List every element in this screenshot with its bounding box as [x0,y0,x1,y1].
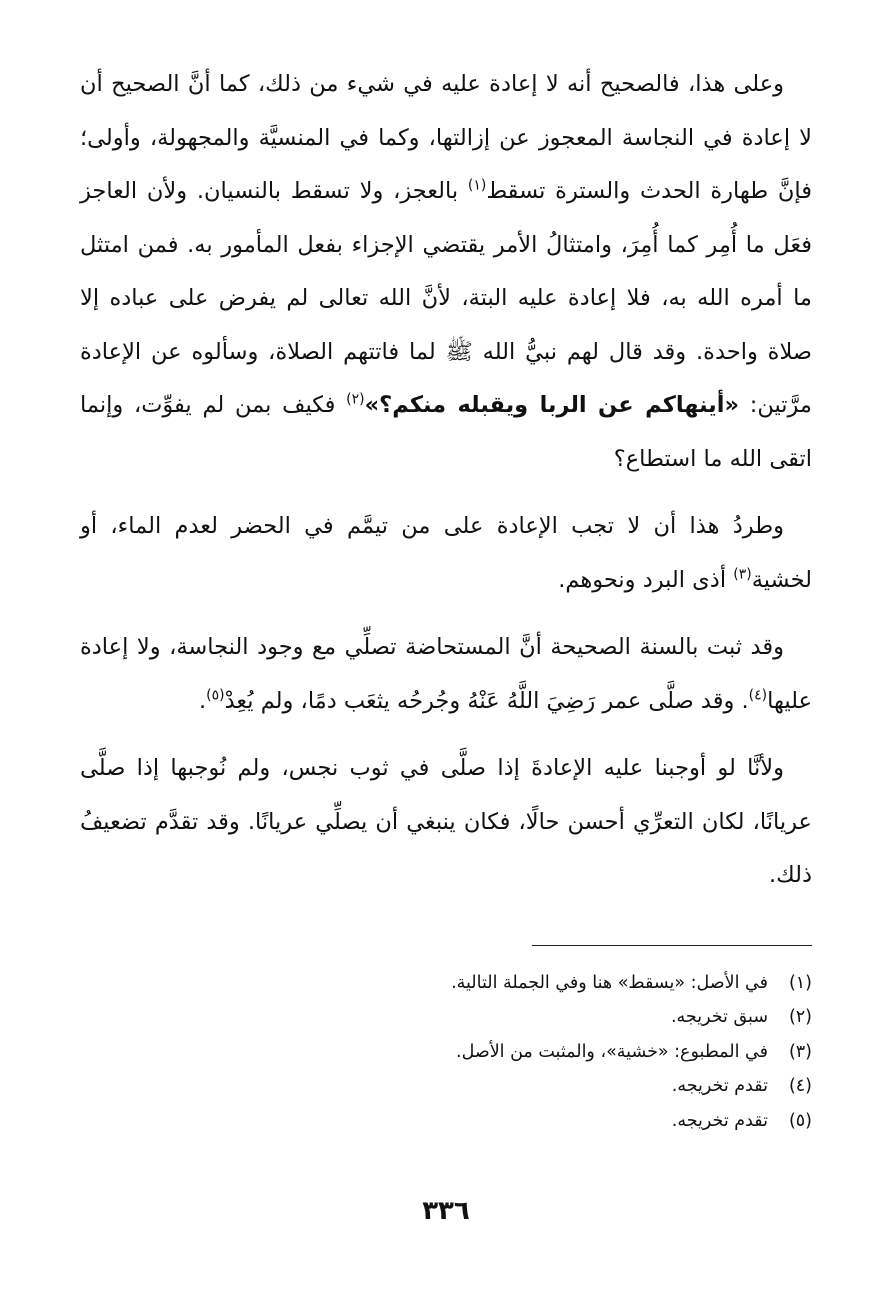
paragraph-4-text: ولأنَّا لو أوجبنا عليه الإعادةَ إذا صلَّى في ثوب نجس، ولم نُوجبها إذا صلَّى عريانًا، لكان التعرِّي أحسن حالًا، فكان ينبغي أن يصلِّي عريانًا. وقد تقدَّم تضعيفُ ذلك. [80,755,812,888]
footnote-text: في الأصل: «يسقط» هنا وفي الجملة التالية. [451,972,768,993]
footnote-text: في المطبوع: «خشية»، والمثبت من الأصل. [456,1041,768,1062]
paragraph-1 [80,58,812,486]
footnote-divider [532,945,812,946]
footnote-number: (٥) [788,1110,812,1131]
footnote-text: تقدم تخريجه. [671,1110,768,1131]
footnote-item [80,1069,812,1104]
footnote-number: (٤) [788,1076,812,1096]
paragraph-2-text-b: أذى البرد ونحوهم. [558,566,734,593]
paragraph-4 [80,742,812,903]
footnote-number: (٣) [788,1041,812,1062]
paragraph-3-text-c: . [199,687,207,714]
footnote-text: تقدم تخريجه. [671,1076,768,1096]
hadith-quote: «أينهاكم عن الربا ويقبله منكم؟» [364,392,740,418]
footnote-number: (١) [788,972,812,993]
footnote-item [80,1035,812,1070]
paragraph-2 [80,500,812,607]
paragraph-2-text-a: وطردُ هذا أن لا تجب الإعادة على من تيمَّم في الحضر لعدم الماء، أو لخشية [80,513,812,593]
footnote-ref-3: (٣) [733,566,752,582]
footnote-item [80,1104,812,1139]
page-content [80,58,812,1138]
paragraph-1-text-a: وعلى هذا، فالصحيح أنه لا إعادة عليه في شيء من ذلك، كما أنَّ الصحيح أن لا إعادة في النجاسة المعجوز عن إزالتها، وكما في المنسيَّة والمجهولة، وأولى؛ فإنَّ طهارة الحدث والسترة تسقط [80,71,813,204]
footnote-ref-5: (٥) [206,687,225,703]
footnote-ref-4: (٤) [748,687,768,703]
paragraph-1-text-c: فكيف بمن لم يفوِّت، وإنما اتقى الله ما استطاع؟ [80,392,812,472]
footnotes [80,966,812,1139]
footnote-item [80,1000,812,1035]
page-number: ٣٣٦ [422,1196,470,1226]
paragraph-3 [80,621,812,728]
footnote-number: (٢) [788,1007,812,1027]
paragraph-1-text-b: بالعجز، ولا تسقط بالنسيان. ولأن العاجز فعَل ما أُمِر كما أُمِرَ، وامتثالُ الأمر يقتضي الإجزاء بفعل المأمور به. فمن امتثل ما أمره الله به، فلا إعادة عليه البتة، لأنَّ الله تعالى لم يفرض على عباده إلا صلاة واحدة. وقد قال لهم نبيُّ الله ﷺ لما فاتتهم الصلاة، وسألوه عن الإعادة مرَّتين: [80,178,812,418]
footnote-item [80,966,812,1001]
paragraph-3-text-b: . وقد صلَّى عمر رَضِيَ اللَّهُ عَنْهُ وجُرحُه يثعَب دمًا، ولم يُعِدْ [224,687,749,714]
footnote-ref-2: (٢) [346,391,365,408]
footnote-text: سبق تخريجه. [670,1007,768,1027]
footnote-ref-1: (١) [467,177,487,194]
paragraph-3-text-a: وقد ثبت بالسنة الصحيحة أنَّ المستحاضة تصلِّي مع وجود النجاسة، ولا إعادة عليها [80,634,812,714]
